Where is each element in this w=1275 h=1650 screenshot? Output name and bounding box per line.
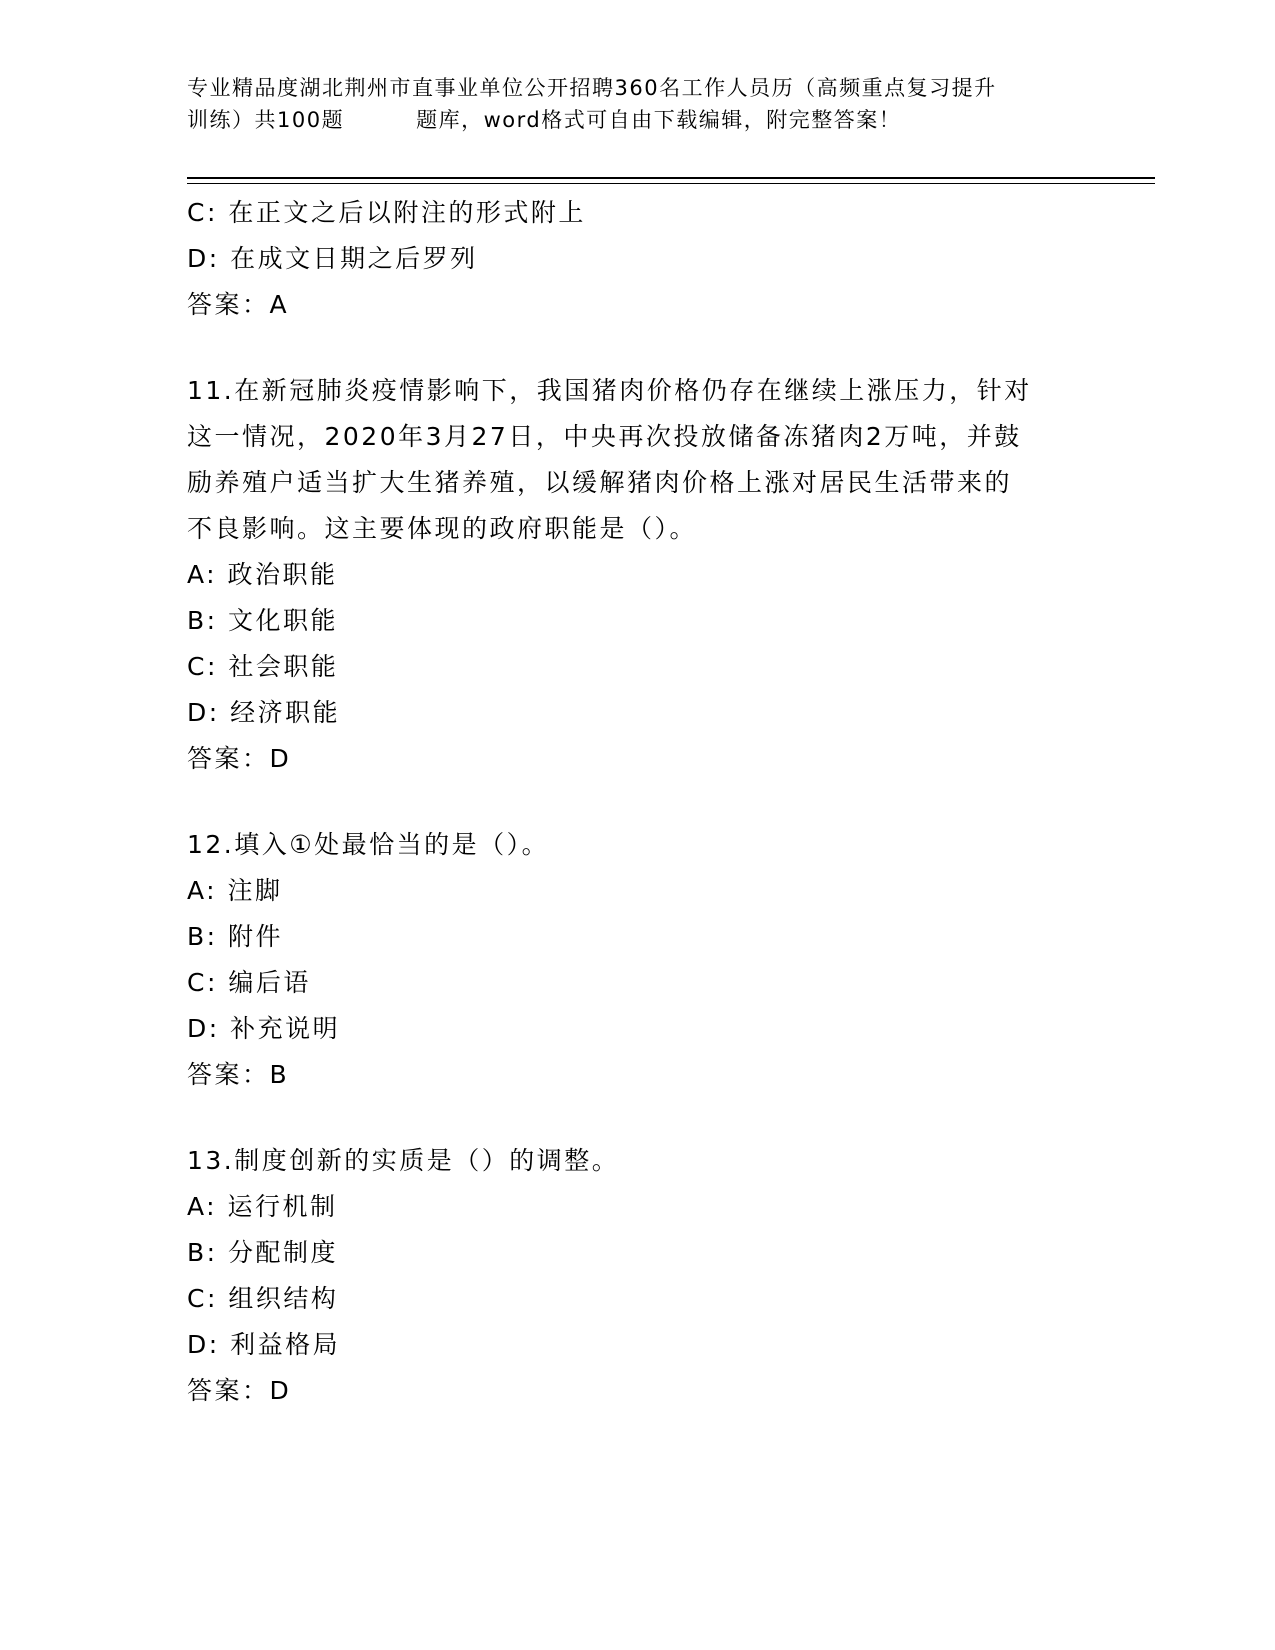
header-divider-thick bbox=[187, 177, 1155, 179]
header-line-1: 专业精品度湖北荆州市直事业单位公开招聘360名工作人员历（高频重点复习提升 bbox=[187, 76, 997, 100]
option-d: D: 利益格局 bbox=[187, 1330, 341, 1359]
question-11 bbox=[187, 368, 1087, 782]
header-divider-thin bbox=[187, 183, 1155, 184]
question-text-line: 13.制度创新的实质是（）的调整。 bbox=[187, 1146, 620, 1175]
option-c: C: 在正文之后以附注的形式附上 bbox=[187, 198, 586, 227]
option-a: A: 注脚 bbox=[187, 876, 283, 905]
option-c: C: 编后语 bbox=[187, 968, 311, 997]
header-line-2 bbox=[187, 104, 1087, 136]
document-header bbox=[187, 72, 1087, 136]
document-body bbox=[187, 190, 1087, 1414]
option-d: D: 补充说明 bbox=[187, 1014, 341, 1043]
answer-line: 答案：B bbox=[187, 1060, 290, 1089]
option-c: C: 社会职能 bbox=[187, 652, 339, 681]
option-d: D: 经济职能 bbox=[187, 698, 341, 727]
option-b: B: 附件 bbox=[187, 922, 284, 951]
answer-line: 答案：D bbox=[187, 744, 292, 773]
question-text-line: 11.在新冠肺炎疫情影响下，我国猪肉价格仍存在继续上涨压力，针对 bbox=[187, 376, 1032, 405]
question-text-line: 励养殖户适当扩大生猪养殖，以缓解猪肉价格上涨对居民生活带来的 bbox=[187, 468, 1013, 497]
question-text-line: 不良影响。这主要体现的政府职能是（）。 bbox=[187, 514, 698, 543]
option-b: B: 文化职能 bbox=[187, 606, 339, 635]
option-b: B: 分配制度 bbox=[187, 1238, 339, 1267]
question-12 bbox=[187, 822, 1087, 1098]
header-line-2-part-1: 训练）共100题 bbox=[187, 108, 345, 132]
question-13 bbox=[187, 1138, 1087, 1414]
option-c: C: 组织结构 bbox=[187, 1284, 339, 1313]
option-a: A: 运行机制 bbox=[187, 1192, 338, 1221]
question-text-line: 这一情况，2020年3月27日，中央再次投放储备冻猪肉2万吨，并鼓 bbox=[187, 422, 1022, 451]
option-a: A: 政治职能 bbox=[187, 560, 338, 589]
answer-line: 答案：A bbox=[187, 290, 290, 319]
question-text-line: 12.填入①处最恰当的是（）。 bbox=[187, 830, 550, 859]
option-d: D: 在成文日期之后罗列 bbox=[187, 244, 478, 273]
previous-question-tail bbox=[187, 190, 1087, 328]
header-line-2-part-2: 题库，word格式可自由下载编辑，附完整答案！ bbox=[416, 108, 902, 132]
answer-line: 答案：D bbox=[187, 1376, 292, 1405]
